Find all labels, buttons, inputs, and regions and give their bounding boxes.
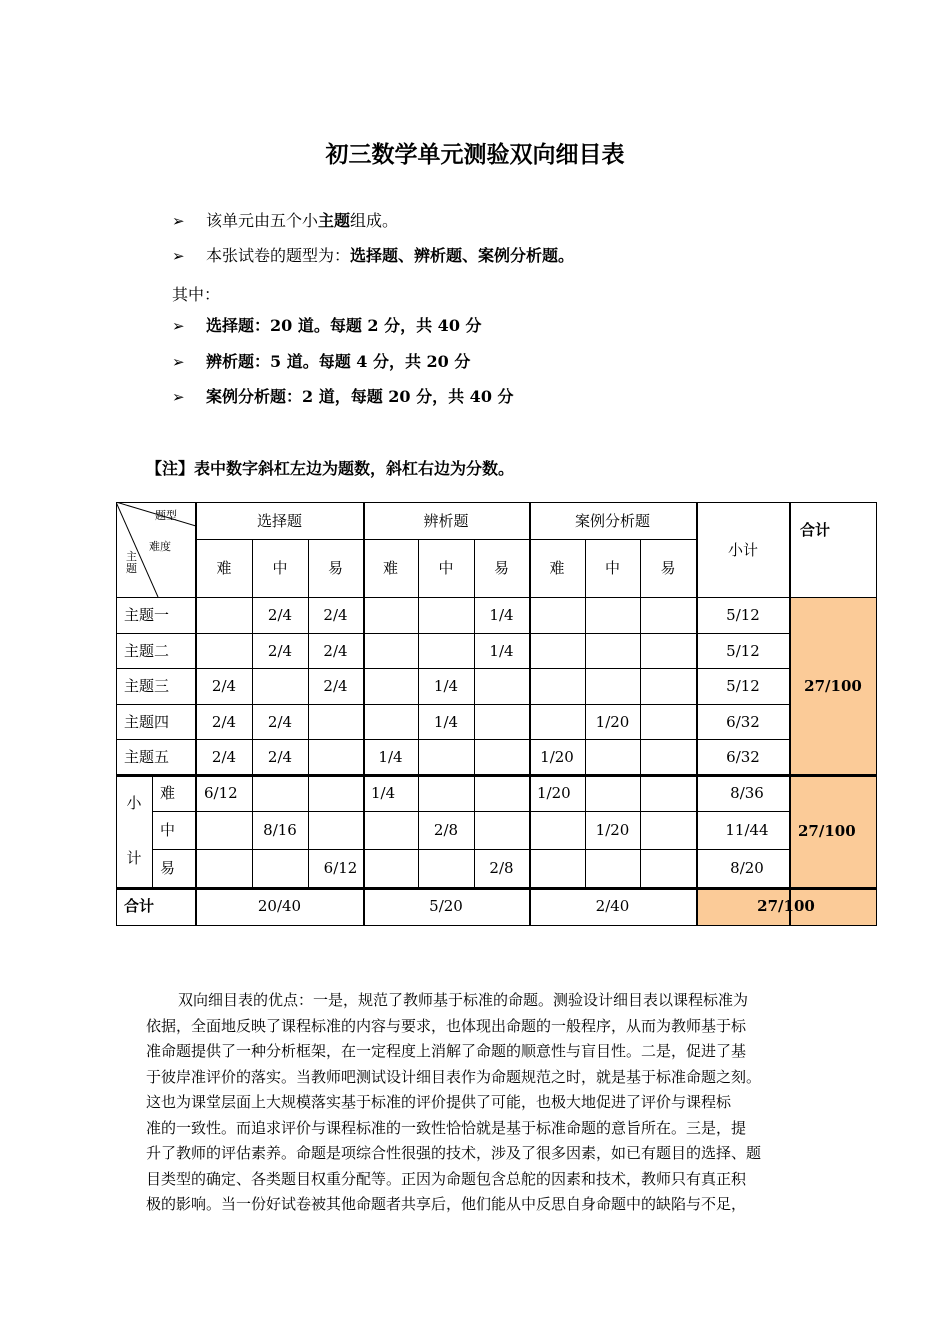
difficulty-subheader: 中 — [272, 559, 288, 577]
column-rule — [640, 539, 641, 887]
difficulty-subheader: 中 — [604, 559, 620, 577]
score-cell: 1/20 — [537, 784, 571, 802]
paragraph-line: 目类型的确定、各类题目权重分配等。正因为命题包含总舵的因素和技术，教师只有真正积 — [146, 1169, 747, 1188]
bullet-1-text-end: 组成。 — [350, 211, 399, 230]
paragraph-line: 准的一致性。而追求评价与课程标准的一致性恰恰就是基于标准命题的意旨所在。三是，提 — [146, 1118, 747, 1137]
row-rule — [116, 633, 790, 634]
difficulty-subtotal: 8/36 — [730, 784, 764, 802]
intro-bullet-2 — [172, 246, 574, 266]
subtotal-label-divider — [152, 774, 153, 887]
sum-row-grand-total: 27/100 — [757, 897, 815, 915]
total-header: 合计 — [800, 521, 831, 539]
row-rule — [152, 849, 790, 850]
bullet-1-text: 该单元由五个小 — [206, 211, 319, 230]
topic-subtotal: 5/12 — [726, 642, 760, 660]
bullet-1-bold: 主题 — [318, 211, 351, 230]
topic-label: 主题三 — [124, 677, 170, 695]
difficulty-subheader: 中 — [438, 559, 454, 577]
score-cell: 6/12 — [323, 859, 358, 877]
difficulty-subtotal: 8/20 — [730, 859, 764, 877]
score-cell: 1/4 — [433, 713, 459, 731]
intro-bullet-1 — [172, 211, 398, 231]
header-rule — [196, 539, 696, 540]
difficulty-subtotal: 11/44 — [725, 821, 769, 839]
difficulty-subheader: 难 — [216, 559, 232, 577]
difficulty-subheader: 易 — [327, 559, 343, 577]
score-cell: 2/4 — [323, 642, 348, 660]
score-cell: 2/4 — [323, 677, 348, 695]
advantages-paragraph — [146, 988, 826, 1218]
topic-label: 主题二 — [124, 642, 170, 660]
score-cell: 2/4 — [267, 642, 293, 660]
section-rule — [116, 887, 876, 890]
topic-subtotal: 5/12 — [726, 606, 760, 624]
row-rule — [116, 739, 790, 740]
column-rule — [308, 539, 309, 887]
difficulty-label: 难 — [160, 784, 176, 802]
among-label: 其中： — [172, 285, 221, 304]
topic-subtotal: 6/32 — [726, 748, 760, 766]
arrow-bullet-icon: ➢ — [172, 247, 185, 265]
score-cell: 1/20 — [595, 713, 630, 731]
subtotal-label-top: 小 — [126, 794, 142, 812]
intro-bullet-3 — [172, 316, 482, 336]
sum-row-label: 合计 — [124, 897, 155, 915]
arrow-bullet-icon: ➢ — [172, 317, 185, 335]
score-cell: 2/4 — [267, 748, 293, 766]
table-note: 【注】表中数字斜杠左边为题数，斜杠右边为分数。 — [146, 459, 515, 478]
row-rule — [152, 811, 790, 812]
sum-row-group-total: 5/20 — [429, 897, 463, 915]
paragraph-line: 依据，全面地反映了课程标准的内容与要求，也体现出命题的一般程序，从而为教师基于标 — [146, 1016, 747, 1035]
row-rule — [116, 704, 790, 705]
score-cell: 6/12 — [204, 784, 238, 802]
table-border-top — [116, 502, 876, 503]
score-cell: 2/4 — [267, 713, 293, 731]
topic-label: 主题五 — [124, 748, 170, 766]
score-cell: 2/8 — [489, 859, 514, 877]
difficulty-label: 中 — [160, 821, 176, 839]
subtotal-header: 小计 — [727, 541, 758, 559]
score-cell: 8/16 — [263, 821, 297, 839]
intro-bullet-4 — [172, 352, 470, 372]
score-cell: 2/4 — [211, 748, 237, 766]
difficulty-label: 易 — [160, 859, 176, 877]
paragraph-line: 双向细目表的优点：一是，规范了教师基于标准的命题。测验设计细目表以课程标准为 — [178, 991, 749, 1009]
sum-row-group-total: 20/40 — [257, 897, 302, 915]
corner-topic-label: 主题 — [126, 550, 137, 575]
paragraph-line: 这也为课堂层面上大规模落实基于标准的评价提供了可能，也极大地促进了评价与课程标 — [146, 1093, 732, 1111]
group-header: 辨析题 — [423, 512, 469, 530]
topic-subtotal: 6/32 — [726, 713, 760, 731]
topic-label: 主题四 — [124, 713, 170, 731]
score-cell: 1/20 — [540, 748, 574, 766]
topic-label: 主题一 — [124, 606, 170, 624]
bullet-5-text: 案例分析题：2 道，每题 20 分，共 40 分 — [206, 387, 514, 406]
bullet-4-text: 辨析题：5 道。每题 4 分，共 20 分 — [206, 352, 471, 371]
score-cell: 2/4 — [267, 606, 293, 624]
difficulty-subheader: 易 — [660, 559, 676, 577]
score-cell: 1/20 — [595, 821, 630, 839]
subtotal-label-bottom: 计 — [126, 849, 142, 867]
row-rule — [116, 668, 790, 669]
difficulty-subheader: 易 — [493, 559, 509, 577]
page-title: 初三数学单元测验双向细目表 — [325, 142, 625, 168]
bullet-2-text: 本张试卷的题型为： — [206, 246, 351, 265]
difficulty-grand-total: 27/100 — [798, 822, 856, 840]
paragraph-line: 升了教师的评估素养。命题是项综合性很强的技术，涉及了很多因素，如已有题目的选择、题 — [146, 1144, 762, 1162]
group-header: 选择题 — [256, 512, 302, 530]
paragraph-line: 极的影响。当一份好试卷被其他命题者共享后，他们能从中反思自身命题中的缺陷与不足， — [146, 1195, 747, 1213]
column-rule — [474, 539, 475, 887]
score-cell: 2/4 — [211, 713, 237, 731]
difficulty-subheader: 难 — [549, 559, 565, 577]
bullet-2-bold: 选择题、辨析题、案例分析题。 — [350, 246, 575, 265]
bullet-3-text: 选择题：20 道。每题 2 分，共 40 分 — [206, 316, 482, 335]
corner-difficulty-label: 难度 — [149, 540, 171, 553]
score-cell: 1/4 — [489, 606, 514, 624]
topic-grand-total: 27/100 — [804, 677, 862, 695]
intro-bullet-5 — [172, 387, 514, 407]
score-cell: 1/4 — [433, 677, 459, 695]
score-cell: 1/4 — [371, 784, 396, 802]
arrow-bullet-icon: ➢ — [172, 212, 185, 230]
score-cell: 1/4 — [489, 642, 514, 660]
header-bottom-rule — [116, 597, 876, 598]
score-cell: 2/4 — [323, 606, 348, 624]
topic-subtotal: 5/12 — [726, 677, 760, 695]
corner-type-label: 题型 — [155, 509, 177, 522]
score-cell: 1/4 — [378, 748, 403, 766]
section-rule — [116, 774, 876, 777]
paragraph-line: 于彼岸准评价的落实。当教师吧测试设计细目表作为命题规范之时，就是基于标准命题之刻。 — [146, 1067, 762, 1086]
arrow-bullet-icon: ➢ — [172, 388, 185, 406]
group-header: 案例分析题 — [574, 512, 650, 530]
score-cell: 2/8 — [433, 821, 459, 839]
table-border-bottom — [116, 925, 877, 926]
sum-row-group-total: 2/40 — [595, 897, 630, 915]
table-border-right — [876, 502, 877, 926]
paragraph-line: 准命题提供了一种分析框架，在一定程度上消解了命题的顺意性与盲目性。二是，促进了基 — [146, 1042, 747, 1060]
difficulty-subheader: 难 — [382, 559, 398, 577]
arrow-bullet-icon: ➢ — [172, 353, 185, 371]
score-cell: 2/4 — [211, 677, 237, 695]
